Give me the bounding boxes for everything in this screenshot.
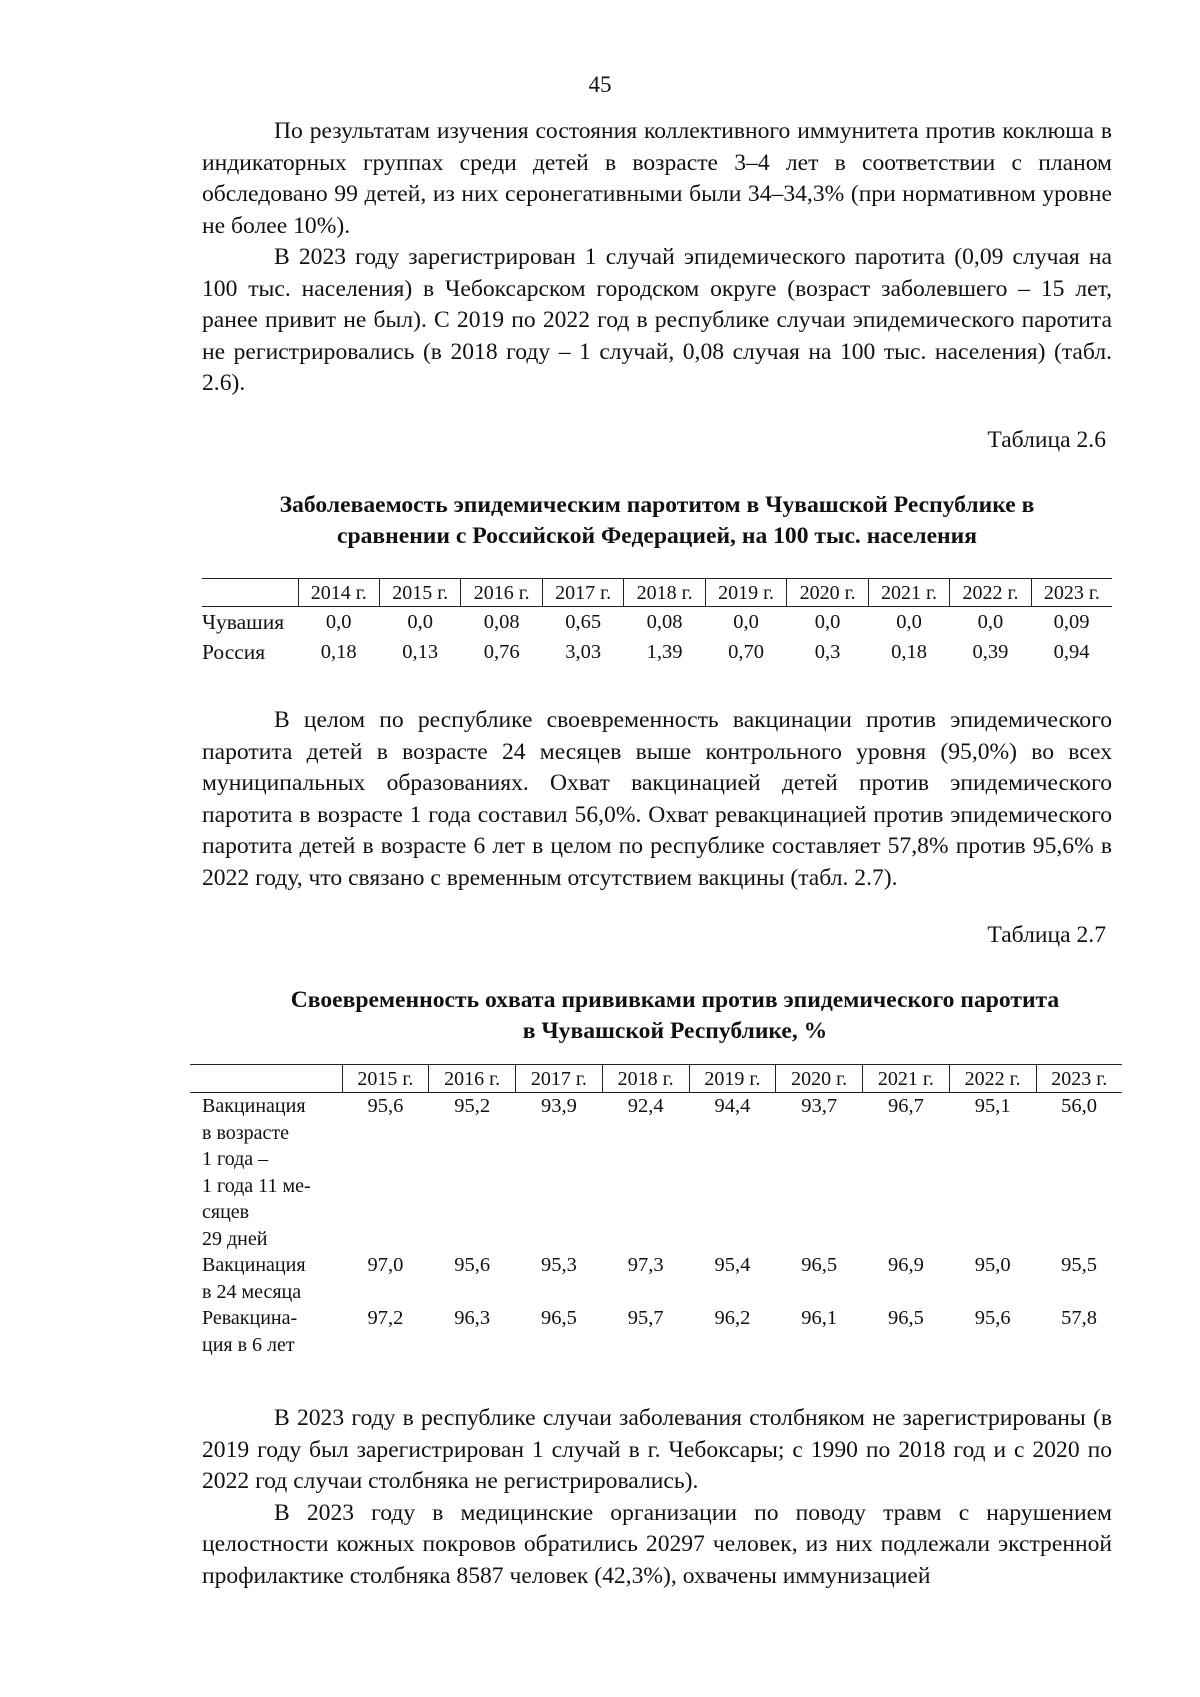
table-cell: 96,5 [887,1307,924,1329]
table-2-7-header-row [190,1065,1122,1093]
table-cell: 97,3 [627,1254,664,1276]
table-cell: 96,1 [801,1307,838,1329]
row-label-line: ция в 6 лет [202,1333,295,1356]
table-cell: 95,4 [714,1254,751,1276]
table-cell: 95,2 [454,1095,491,1117]
table-cell: 0,18 [891,641,927,663]
year-header: 2015 г. [342,1065,429,1093]
table-row [202,607,1112,638]
row-label-chuvashia: Чувашия [202,610,285,634]
table-row [190,1252,1122,1305]
table-cell: 94,4 [714,1095,751,1117]
paragraph-mumps-cases: В 2023 году зарегистрирован 1 случай эпидемического паротита (0,09 случая на 100 тыс. населения) в Чебоксарском городском округе (возраст заболевшего – 15 лет, ранее привит не был). С 2019 по 2022 год в республике случаи эпидемического паротита не регистрировались (в 2018 году – 1 случай, 0,08 случая на 100 тыс. населения) (табл. 2.6). [202,244,1112,396]
table-cell: 3,03 [565,641,602,663]
year-header: 2020 г. [787,579,868,607]
row-label-vaccination-24m [190,1252,342,1305]
table-cell: 0,0 [896,611,922,633]
year-header: 2014 г. [298,579,379,607]
table-cell: 0,18 [320,641,357,663]
paragraph-vaccination-timeliness: В целом по республике своевременность вакцинации против эпидемического паротита детей в возрасте 24 месяцев выше контрольного уровня (95,0%) во всех муниципальных образованиях. Охват вакцинацией детей против эпидемического паротита в возрасте 1 года составил 56,0%. Охват ревакцинацией против эпидемического паротита детей в возрасте 6 лет в целом по республике составляет 57,8% против 95,6% в 2022 году, что связано с временным отсутствием вакцины (табл. 2.7). [202,707,1112,891]
bottom-text-block [202,1403,1112,1592]
table-cell: 95,7 [627,1307,664,1329]
table-2-7-title [235,985,1115,1047]
table-cell: 96,9 [887,1254,924,1276]
table-2-6-title-line1: Заболеваемость эпидемическим паротитом в Чувашской Республике в [279,492,1035,518]
table-cell: 0,76 [483,641,520,663]
table-cell: 0,65 [565,611,602,633]
table-cell: 95,3 [540,1254,577,1276]
table-cell: 92,4 [627,1095,664,1117]
table-cell: 0,3 [814,641,841,663]
year-header: 2023 г. [1036,1065,1122,1093]
year-header: 2021 г. [863,1065,950,1093]
table-cell: 0,0 [814,611,841,633]
table-cell: 57,8 [1061,1307,1097,1329]
year-header: 2019 г. [689,1065,776,1093]
top-text-block [202,116,1112,400]
row-label-revaccination-6y [190,1305,342,1358]
year-header: 2020 г. [776,1065,863,1093]
row-label-line: Вакцинация [202,1095,306,1117]
middle-text-block [202,705,1112,894]
table-cell: 95,1 [974,1095,1011,1117]
table-cell: 0,08 [646,611,683,633]
table-cell: 95,0 [974,1254,1011,1276]
year-header: 2016 г. [429,1065,516,1093]
year-header: 2021 г. [868,579,949,607]
table-cell: 0,0 [977,611,1004,633]
table-cell: 95,5 [1061,1254,1097,1276]
row-label-vaccination-1y [190,1093,342,1253]
year-header: 2022 г. [950,579,1031,607]
table-cell: 95,6 [974,1307,1011,1329]
table-cell: 93,7 [801,1095,838,1117]
year-header: 2016 г. [461,579,542,607]
table-cell: 95,6 [367,1095,404,1117]
table-cell: 0,94 [1053,641,1090,663]
year-header: 2018 г. [602,1065,689,1093]
table-2-7 [190,1064,1122,1358]
table-cell: 0,09 [1053,611,1090,633]
year-header: 2015 г. [379,579,460,607]
year-header: 2018 г. [624,579,705,607]
row-label-russia: Россия [202,640,266,664]
table-cell: 95,6 [454,1254,491,1276]
table-2-6-corner [202,579,298,607]
table-cell: 0,0 [407,611,434,633]
table-2-7-corner [190,1065,342,1093]
year-header: 2023 г. [1031,579,1112,607]
table-cell: 97,0 [367,1254,404,1276]
row-label-line: сяцев [202,1201,250,1223]
table-row [202,637,1112,667]
paragraph-tetanus-prophylaxis: В 2023 году в медицинские организации по поводу травм с нарушением целостности кожных покровов обратились 20297 человек, из них подлежали экстренной профилактике столбняка 8587 человек (42,3%), охвачены иммунизацией [202,1499,1112,1589]
table-row [190,1305,1122,1358]
row-label-line: Ревакцина- [202,1307,298,1329]
table-2-7-title-line2: в Чувашской Республике, % [522,1018,828,1044]
table-2-7-title-line1: Своевременность охвата прививками против эпидемического паротита [290,987,1060,1013]
row-label-line: в возрасте [202,1121,290,1144]
year-header: 2017 г. [516,1065,603,1093]
row-label-line: в 24 месяца [202,1280,302,1303]
page-number: 45 [588,72,612,97]
table-cell: 0,08 [483,611,520,633]
table-cell: 0,39 [972,641,1009,663]
table-cell: 97,2 [367,1307,404,1329]
table-cell: 96,5 [801,1254,838,1276]
year-header: 2019 г. [705,579,786,607]
row-label-line: 1 года – [202,1148,269,1170]
table-cell: 96,5 [540,1307,577,1329]
year-header: 2022 г. [949,1065,1036,1093]
table-cell: 0,13 [402,641,439,663]
table-cell: 93,9 [540,1095,577,1117]
table-2-6 [202,578,1112,667]
table-cell: 0,0 [325,611,352,633]
paragraph-pertussis: По результатам изучения состояния коллективного иммунитета против коклюша в индикаторных группах среди детей в возрасте 3–4 лет в соответствии с планом обследовано 99 детей, из них серонегативными были 34–34,3% (при нормативном уровне не более 10%). [202,118,1112,239]
table-cell: 1,39 [646,641,683,663]
table-2-6-header-row [202,579,1112,607]
table-cell: 56,0 [1061,1095,1097,1117]
row-label-line: 1 года 11 ме- [202,1174,311,1197]
table-cell: 0,70 [728,641,765,663]
table-row [190,1093,1122,1253]
table-cell: 0,0 [733,611,759,633]
table-2-6-label: Таблица 2.6 [987,427,1106,453]
paragraph-tetanus: В 2023 году в республике случаи заболевания столбняком не зарегистрированы (в 2019 году был зарегистрирован 1 случай в г. Чебоксары; с 1990 по 2018 год и с 2020 по 2022 год случаи столбняка не регистрировались). [202,1405,1112,1494]
row-label-line: Вакцинация [202,1254,306,1276]
table-2-6-title [202,490,1112,552]
year-header: 2017 г. [542,579,623,607]
table-cell: 96,2 [714,1307,751,1329]
table-2-6-title-line2: сравнении с Российской Федерацией, на 100 тыс. населения [337,523,977,549]
table-cell: 96,7 [887,1095,924,1117]
row-label-line: 29 дней [202,1227,268,1250]
table-cell: 96,3 [454,1307,491,1329]
table-2-7-label: Таблица 2.7 [987,922,1106,948]
